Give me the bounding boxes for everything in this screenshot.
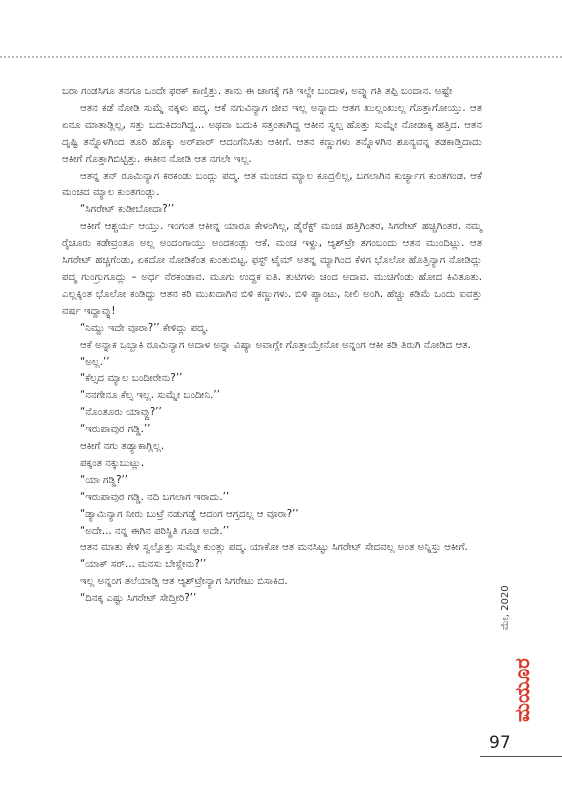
paragraph: ಬರಾ ಗಂಡಸಿಗೂ ತನಗೂ ಒಂದೇ ಫರಕ್ ಕಾಣ್ತಿತ್ತು. ತಾನು ಈ ಜಾಗಕ್ಕೆ ಗತಿ ಇಲ್ದೇ ಬಂದಾಳ, ಅವ್ನು ಗತಿ ತಪ್ಪಿ ಬಂದಾನ. ಅಷ್ಟೇ — [62, 86, 453, 97]
paragraph: “ಅದೇ... ನನ್ನ ಈಗಿನ ಪರಿಸ್ಥಿತಿ ಗೂಡ ಅದೇ.’’ — [80, 525, 230, 537]
page-number: 97 — [489, 733, 511, 753]
paragraph: “ಕೆಲ್ಸದ ಮ್ಯಾಲ ಬಂದೀರೇನು?’’ — [80, 373, 183, 385]
paragraph: “ದಿನಕ್ಕ ಎಷ್ಟು ಸಿಗರೇಟ್ ಸೇದ್ತೀರಿ?’’ — [80, 593, 197, 605]
paragraph: “ಯಾಕ್ ಸರ್... ಮನಸು ಬೇಸ್ಲೇನು?’’ — [80, 559, 207, 571]
paragraph: “ನಿಮ್ದು ಇದೇ ವೂರಾ?’’ ಕೇಳಿದ್ಲು ಪದ್ಮ. — [80, 322, 209, 334]
paragraph: “ನನಗೇನೂ ಕೆಲ್ಸ ಇಲ್ಲ. ಸುಮ್ನೇ ಬಂದೀನಿ.’’ — [80, 390, 220, 402]
paragraph: “ಸಿಗರೇಟ್ ಕುಡೀಬೋದಾ?’’ — [80, 204, 175, 216]
issue-date: ಮೇ, 2020 — [500, 585, 511, 630]
paragraph: “ಇರುಪಾವುರ ಗಡ್ಡಿ.’’ — [80, 424, 151, 436]
article-body — [62, 84, 482, 608]
paragraph: “ಇರುಪಾವುರ ಗಡ್ಡಿ. ನದಿ ಬಗಲಾಗ ಇರಾದು.’’ — [80, 491, 230, 503]
paragraph: “ಅಲ್ಲ.’’ — [80, 356, 110, 368]
paragraph: “ನೊಂತೂರು ಯಾವ್ದು?’’ — [80, 407, 162, 419]
paragraph: ಆತನ ಮಾತು ಕೇಳಿ ಸ್ವಲ್ಪೊತ್ತು ಸುಮ್ನೇ ಕುಂತ್ಲು ಪದ್ಮ. ಯಾಕೋ ಆತ ಮನಸಿಟ್ಟು ಸಿಗರೇಟ್ ಸೇದವಲ್ಲ ಅಂತ ಅನ್ನಿಸ್ತು ಆಕೀಗೆ. — [80, 542, 468, 554]
paragraph: “ಯಾ ಗಡ್ಡಿ?’’ — [80, 474, 128, 486]
paragraph: ಆಕೆ ಅನ್ನಾಕ ಒಬ್ಬಾಕಿ ರೂಮಿನ್ಯಾಗ ಅದಾಳ ಅನ್ನಾ ವಿಷ್ಯಾ ಅವಾಗ್ಲೇ ಗೊತ್ತಾಯ್ತೇನೋ ಅನ್ನಂಗ ಆಕೀ ಕಡಿ ತಿರುಗಿ ನೋಡಿದ ಆತ. — [80, 339, 471, 351]
paragraph: ಪಕ್ಕಂತ ನಕ್ಕುಬುಟ್ಲು. — [80, 457, 145, 469]
top-dotted-rule — [0, 56, 562, 58]
paragraph: ಆಕೀಗೆ ನಗು ತಡ್ಯಾಕಾಗ್ಲಿಲ್ಲ. — [80, 441, 165, 453]
paragraph: ಆಕೀಗೆ ಆಶ್ಚರ್ಯ ಆಯ್ತು. ಇಂಗಂತ ಆಕೀನ್ನ ಯಾರೂ ಕೇಳಂಗಿಲ್ಲ, ಡೈರೆಕ್ಟ್ ಮಂಚ ಹತ್ತಿಗಿಂತರ, ಸಿಗರೇಟ್ ಹಚ್ಚಿಗಿಂತರ. ನಮ್ಮ ರೈಚೂರು ಕಡೇವ್ರಂತೂ ಅಲ್ಲ ಅಂದಂಗಾಯ್ತು ಅಂದಕಂಡ್ಲು ಆಕೆ. ಮಂಚ ಇಳ್ದು, ಆ್ಯಶ್‌ಟ್ರೇ ತಗಂಬಂದು ಆತನ ಮುಂದಿಟ್ಲು. ಆತ ಸಿಗರೇಟ್ ಹಚ್ಚಿಗೆಂಡು, ಏಕದೋ ನೋಡಿಕೆಂತ ಕುಂತುಬಿಟ್ಟ. ಫಸ್ಟ್ ಟೈಮ್ ಅತನ್ನ ಮ್ಯಾಗಿಂದ ಕೆಳಗ ಭೊಲೋ ಹೊತ್ತಿನ್ಯಾಗ ನೋಡಿದ್ಲು ಪದ್ಮ ಗುಂಗ್ರುಗೂದ್ಲು – ಅರ್ಧ ನೆರಕಂಡಾವ. ಮೂಗು ಉದ್ದಕ ಐತಿ. ತುಟಿಗಳು ಚಂದ ಅದಾವ. ಮುಚಿಗೆಂಡು ಹೋದ ಕಿವಿತೂತು. ಎಲ್ಲಕ್ಕಿಂತ ಭೊಲೋ ಕಂಡಿದ್ದು ಆತನ ಕರಿ ಮುಖದಾಗಿನ ಬಿಳಿ ಕಣ್ಣುಗಳು. ಬಿಳಿ ಪ್ಯಾಂಟು, ನೀಲಿ ಅಂಗಿ. ಹೆಚ್ಚು ಕಡಿಮೆ ಒಂದು ಐವತ್ತು ವರ್ಷ ಇದ್ದಾವ್ನು! — [62, 221, 482, 317]
paragraph: ಆತನ ಕಡೆ ನೋಡಿ ಸುಮ್ನೆ ನಕ್ಕಳು ಪದ್ಮ. ಆಕೆ ನಗುವಿನ್ಯಾಗ ಜೀವ ಇಲ್ಲ ಅನ್ನಾದು ಆತಗ ಖುಲ್ಲಂಖುಲ್ಲ ಗೊತ್ತಾಗೋಯ್ತು. ಆತ ಏನೂ ಮಾತಾಡ್ಲಿಲ್ಲ, ಸತ್ತು ಬದುಕಿದಂಗಿದ್ದ... ಅಥವಾ ಬದುಕಿ ಸತ್ತಂತಾಗಿದ್ದ ಆಕೀನ ಸ್ವಲ್ಪ ಹೊತ್ತು ಸುಮ್ನೇ ನೋಡಾಕ್ಕ ಹತ್ತಿದ. ಆತನ ದೃಷ್ಟಿ ತನ್ನೊಳಗಿಂದ ತೂರಿ ಹೊಕ್ಕು ಅರ್‌ಪಾರ್ ಆದಂಗೆನಿಸಿತು ಆಕೀಗೆ. ಆತನ ಕಣ್ಣುಗಳು ತನ್ನೊಳಗಿನ ಶೂನ್ಯವನ್ನ ತಡಕಾಡ್ತಿದಾದು ಆಕೀಗೆ ಗೊತ್ತಾಗಿಬಿಟ್ಟಿತ್ತು. ಈಕೀನ ನೋಡಿ ಆತ ನಗಲೇ ಇಲ್ಲ. — [62, 102, 482, 165]
page-number-rule — [480, 756, 562, 757]
paragraph: “ಡ್ಯಾಮಿನ್ಯಾಗ ನೀರು ಬುಟ್ರೆ ನಡುಗಡ್ಡೆ ಆದಂಗ ಆಗ್ತದಲ್ಲ ಆ ವೂರಾ?’’ — [80, 508, 299, 520]
paragraph: ಇಲ್ಲ ಅನ್ನಂಗ ತಲೆಯಾಡ್ಸಿ ಆತ ಆ್ಯಶ್‌ಟ್ರೇನ್ಯಾಗ ಸಿಗರೇಟು ಬಿಸಾಕಿದ. — [80, 576, 288, 588]
paragraph: ಆತನ್ನ ತನ್ ರೂಮಿನ್ಯಾಗ ಕರಕಂಡು ಬಂದ್ಲು ಪದ್ಮ. ಆತ ಮಂಚದ ಮ್ಯಾಲ ಕೂದ್ರಲಿಲ್ಲ, ಬಗಲಾಗಿನ ಕುರ್ಚ್ಯಾಗ ಕುಂತಗಂಡ. ಆಕೆ ಮಂಚದ ಮ್ಯಾಲ ಕುಂತಗಂಡ್ಲು. — [62, 170, 482, 199]
magazine-name: ಮಯೂರ — [510, 658, 534, 722]
